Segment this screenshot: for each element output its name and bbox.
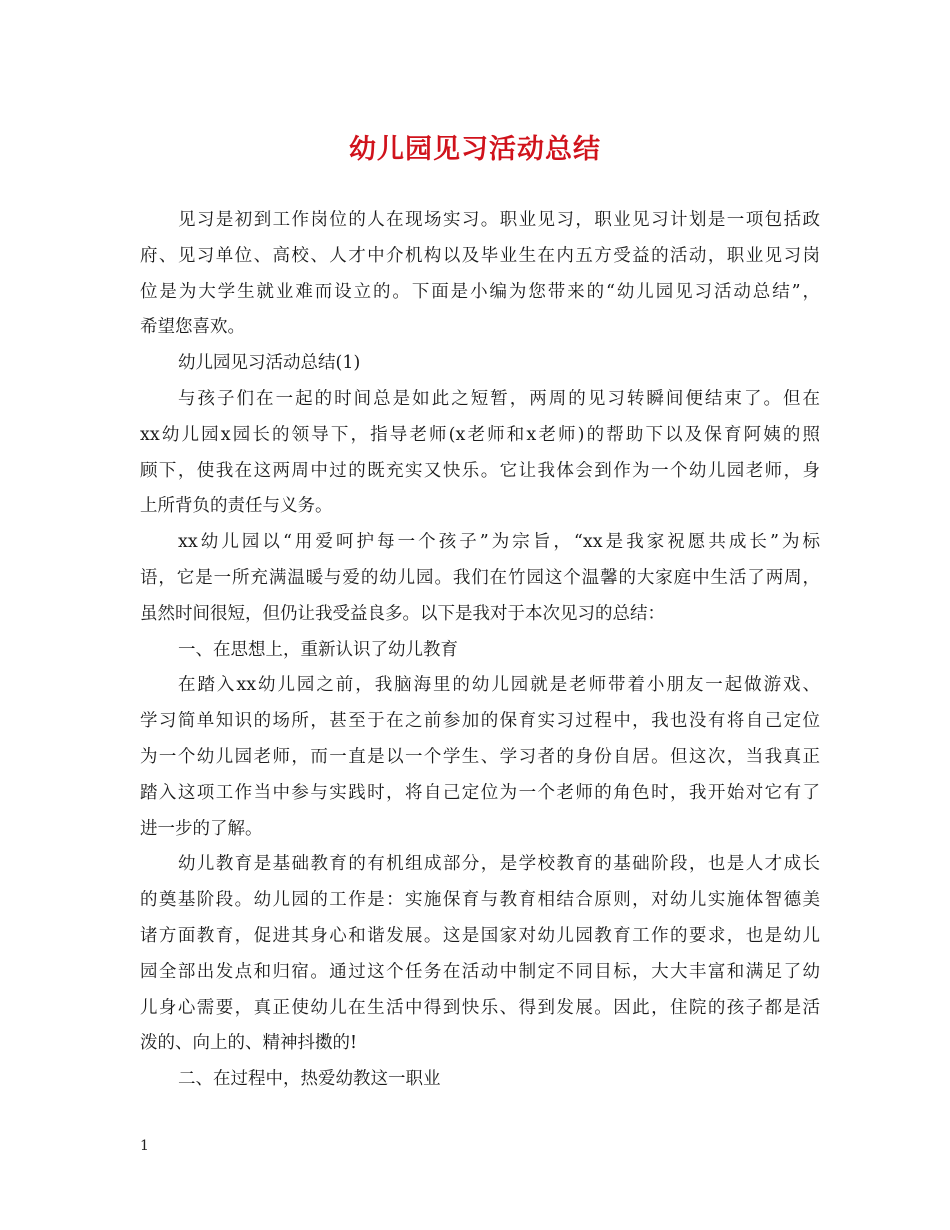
text-line: 幼儿教育是基础教育的有机组成部分，是学校教育的基础阶段，也是人才成长	[178, 854, 820, 875]
document-body	[140, 203, 820, 1098]
section-heading: 幼儿园见习活动总结(1)	[178, 353, 361, 374]
text-line: xx幼儿园x园长的领导下，指导老师(x老师和x老师)的帮助下以及保育阿姨的照	[140, 424, 820, 445]
text-line: 的奠基阶段。幼儿园的工作是：实施保育与教育相结合原则，对幼儿实施体智德美	[140, 890, 820, 911]
text-line: 位是为大学生就业难而设立的。下面是小编为您带来的“幼儿园见习活动总结”，	[140, 281, 820, 302]
page-number: 1	[140, 1138, 149, 1154]
text-line: 与孩子们在一起的时间总是如此之短暂，两周的见习转瞬间便结束了。但在	[178, 388, 820, 409]
text-line: 学习简单知识的场所，甚至于在之前参加的保育实习过程中，我也没有将自己定位	[140, 711, 820, 732]
text-line: 希望您喜欢。	[140, 317, 245, 338]
text-line: 顾下，使我在这两周中过的既充实又快乐。它让我体会到作为一个幼儿园老师，身	[140, 460, 820, 481]
text-line: 在踏入xx幼儿园之前，我脑海里的幼儿园就是老师带着小朋友一起做游戏、	[178, 675, 820, 696]
text-line: 见习是初到工作岗位的人在现场实习。职业见习，职业见习计划是一项包括政	[178, 210, 820, 230]
section-heading: 二、在过程中，热爱幼教这一职业	[178, 1069, 441, 1090]
text-line: 为一个幼儿园老师，而一直是以一个学生、学习者的身份自居。但这次，当我真正	[140, 746, 820, 767]
text-line: 进一步的了解。	[140, 818, 263, 839]
text-line: 上所背负的责任与义务。	[140, 496, 333, 517]
text-line: 语，它是一所充满温暖与爱的幼儿园。我们在竹园这个温馨的大家庭中生活了两周，	[140, 567, 820, 588]
text-line: xx幼儿园以“用爱呵护每一个孩子”为宗旨，“xx是我家祝愿共成长”为标	[178, 532, 820, 553]
text-line: 泼的、向上的、精神抖擞的!	[140, 1033, 358, 1054]
document-title: 幼儿园见习活动总结	[349, 134, 601, 165]
text-line: 虽然时间很短，但仍让我受益良多。以下是我对于本次见习的总结：	[140, 603, 665, 624]
text-line: 园全部出发点和归宿。通过这个任务在活动中制定不同目标，大大丰富和满足了幼	[140, 961, 820, 982]
text-line: 踏入这项工作当中参与实践时，将自己定位为一个老师的角色时，我开始对它有了	[140, 782, 820, 803]
text-line: 诸方面教育，促进其身心和谐发展。这是国家对幼儿园教育工作的要求，也是幼儿	[140, 925, 820, 946]
text-line: 儿身心需要，真正使幼儿在生活中得到快乐、得到发展。因此，住院的孩子都是活	[140, 997, 820, 1018]
text-line: 府、见习单位、高校、人才中介机构以及毕业生在内五方受益的活动，职业见习岗	[140, 245, 820, 266]
section-heading: 一、在思想上，重新认识了幼儿教育	[178, 639, 458, 660]
